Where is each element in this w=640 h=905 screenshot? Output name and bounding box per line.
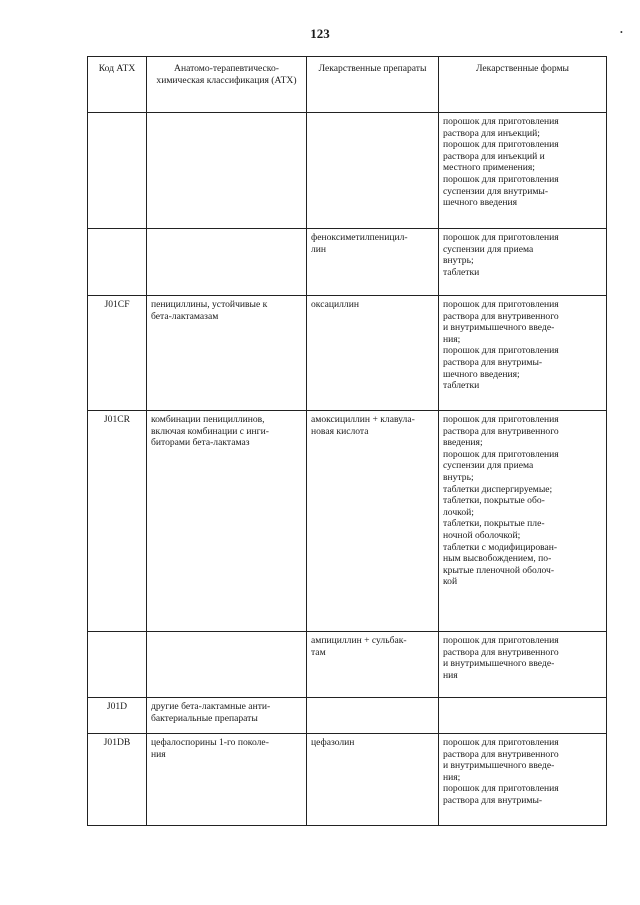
cell-line: ния <box>443 669 458 681</box>
cell-drug <box>307 113 439 229</box>
cell-classification <box>147 229 307 296</box>
cell-code: J01CF <box>88 296 147 411</box>
cell-line: пенициллины, устойчивые к <box>151 299 268 310</box>
cell-line: таблетки, покрытые пле- <box>443 518 545 530</box>
cell-classification <box>147 734 307 826</box>
cell-line: порошок для приготовления <box>443 737 559 748</box>
table-row <box>88 229 607 296</box>
cell-forms <box>439 632 607 698</box>
table-row <box>88 411 607 632</box>
table-header-row <box>88 57 607 113</box>
cell-line: раствора для внутривенного <box>443 425 559 437</box>
cell-classification <box>147 113 307 229</box>
header-classification: Анатомо-терапевтическо-химическая классификация (АТХ) <box>147 57 307 113</box>
cell-line: суспензии для внутримы- <box>443 185 549 197</box>
cell-line: таблетки с модифицирован- <box>443 541 558 553</box>
table-row <box>88 632 607 698</box>
cell-line: ния; <box>443 333 461 345</box>
cell-line: шечного введения; <box>443 368 520 380</box>
cell-code: J01DB <box>88 734 147 826</box>
cell-line: комбинации пенициллинов, <box>151 414 265 425</box>
cell-forms <box>439 113 607 229</box>
cell-forms <box>439 229 607 296</box>
cell-line: биторами бета-лактамаз <box>151 437 250 449</box>
table-row <box>88 698 607 734</box>
cell-drug <box>307 229 439 296</box>
header-drugs: Лекарственные препараты <box>307 57 439 113</box>
cell-line: порошок для приготовления <box>443 139 559 151</box>
cell-line: лин <box>311 243 327 255</box>
cell-line: ния; <box>443 771 461 783</box>
cell-line: таблетки <box>443 266 480 278</box>
cell-line: порошок для приготовления <box>443 414 559 425</box>
cell-line: ным высвобождением, по- <box>443 553 552 565</box>
cell-line: раствора для внутримы- <box>443 356 543 368</box>
cell-code: J01CR <box>88 411 147 632</box>
cell-line: бета-лактамазам <box>151 310 219 322</box>
scan-mark: • <box>620 28 623 37</box>
cell-code <box>88 229 147 296</box>
cell-classification <box>147 632 307 698</box>
cell-line: и внутримышечного введе- <box>443 658 555 670</box>
cell-line: ночной оболочкой; <box>443 529 521 541</box>
cell-drug <box>307 632 439 698</box>
cell-line: цефалоспорины 1-го поколе- <box>151 737 269 748</box>
cell-line: кой <box>443 576 458 588</box>
cell-line: внутрь; <box>443 471 474 483</box>
cell-classification <box>147 411 307 632</box>
cell-line: порошок для приготовления <box>443 345 559 357</box>
cell-line: другие бета-лактамные анти- <box>151 701 271 712</box>
cell-line: местного применения; <box>443 162 535 174</box>
cell-code <box>88 113 147 229</box>
cell-code <box>88 632 147 698</box>
cell-line: амоксициллин + клавула- <box>311 414 415 425</box>
cell-line: раствора для внутривенного <box>443 748 559 760</box>
cell-line: таблетки диспергируемые; <box>443 483 553 495</box>
header-forms: Лекарственные формы <box>439 57 607 113</box>
table-body <box>88 113 607 826</box>
cell-line: ампициллин + сульбак- <box>311 635 407 646</box>
cell-drug <box>307 734 439 826</box>
cell-code: J01D <box>88 698 147 734</box>
page-number: 123 <box>310 26 330 41</box>
cell-classification <box>147 698 307 734</box>
cell-line: таблетки <box>443 380 480 392</box>
cell-line: раствора для инъекций; <box>443 127 540 139</box>
cell-line: раствора для внутривенного <box>443 646 559 658</box>
cell-line: включая комбинации с инги- <box>151 425 269 437</box>
cell-line: таблетки, покрытые обо- <box>443 495 545 507</box>
cell-line: раствора для внутримы- <box>443 794 543 806</box>
cell-classification <box>147 296 307 411</box>
cell-line: оксациллин <box>311 299 359 310</box>
table-row <box>88 113 607 229</box>
cell-line: порошок для приготовления <box>443 116 559 127</box>
cell-forms <box>439 296 607 411</box>
cell-line: раствора для внутривенного <box>443 310 559 322</box>
cell-line: порошок для приготовления <box>443 173 559 185</box>
cell-line: порошок для приготовления <box>443 299 559 310</box>
cell-line: раствора для инъекций и <box>443 150 545 162</box>
cell-line: порошок для приготовления <box>443 232 559 243</box>
cell-drug <box>307 296 439 411</box>
cell-line: бактериальные препараты <box>151 712 258 724</box>
cell-line: феноксиметилпеницил- <box>311 232 408 243</box>
cell-line: шечного введения <box>443 197 518 209</box>
cell-line: порошок для приготовления <box>443 448 559 460</box>
cell-line: крытые пленочной оболоч- <box>443 564 555 576</box>
cell-line: порошок для приготовления <box>443 783 559 795</box>
cell-forms <box>439 734 607 826</box>
cell-line: и внутримышечного введе- <box>443 760 555 772</box>
atx-table <box>87 56 607 826</box>
cell-forms <box>439 411 607 632</box>
cell-forms <box>439 698 607 734</box>
cell-drug <box>307 411 439 632</box>
cell-line: суспензии для приема <box>443 460 534 472</box>
cell-line: внутрь; <box>443 255 474 267</box>
cell-line: и внутримышечного введе- <box>443 322 555 334</box>
cell-line: порошок для приготовления <box>443 635 559 646</box>
cell-drug <box>307 698 439 734</box>
cell-line: там <box>311 646 326 658</box>
header-code: Код АТХ <box>88 57 147 113</box>
cell-line: лочкой; <box>443 506 474 518</box>
table-row <box>88 296 607 411</box>
cell-line: ния <box>151 748 166 760</box>
cell-line: новая кислота <box>311 425 369 437</box>
cell-line: суспензии для приема <box>443 243 534 255</box>
cell-line: введения; <box>443 437 483 449</box>
table-row <box>88 734 607 826</box>
cell-line: цефазолин <box>311 737 355 748</box>
